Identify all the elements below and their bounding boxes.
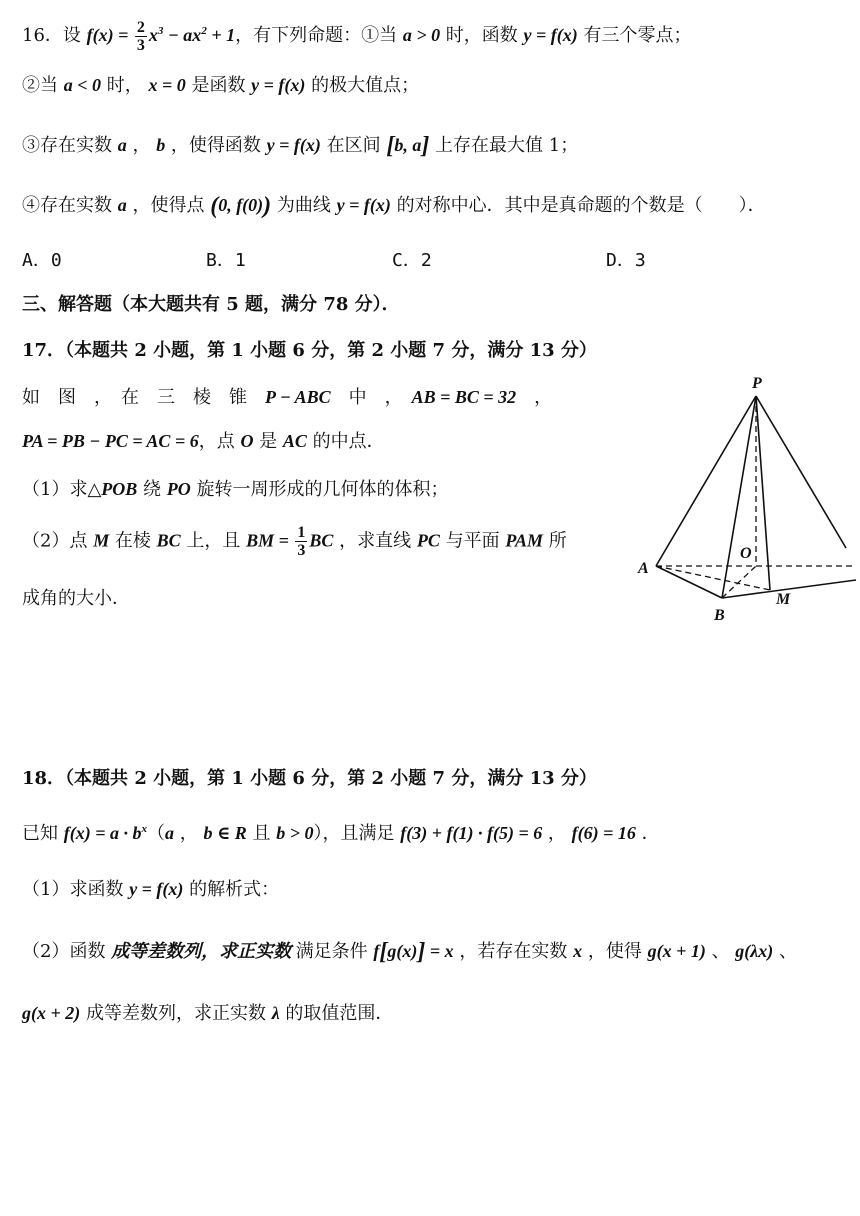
bracket-close: ] [417, 939, 426, 965]
q18-s2-text-d: ，使得 [582, 941, 648, 962]
q18-condition-1: b ∈ R [203, 823, 247, 843]
q17-l2-text-c: 的中点． [306, 431, 385, 452]
q17-s1-text-c: 旋转一周形成的几何体的体积； [190, 479, 449, 500]
q17-line-2 [22, 426, 385, 457]
q17-l1-text-b: 中 ， [330, 387, 412, 408]
q18-equation-2: f(6) = 16 [571, 823, 636, 843]
q17-s1-text-b: 绕 [137, 479, 167, 500]
q18-g1: g(x + 1) [647, 941, 706, 961]
q17-subquestion-2 [22, 524, 567, 559]
q18-g2: g(λx) [735, 941, 774, 961]
fraction-denominator: 3 [297, 542, 306, 559]
q17-s2-text-e: 与平面 [439, 530, 506, 552]
exponent-3: 3 [157, 25, 164, 37]
q18-var-x: x [573, 941, 583, 961]
q18-subquestion-2-cont [22, 998, 393, 1029]
q17-edge-bc-2: BC [309, 530, 334, 551]
q18-l1-text-a: 已知 [22, 823, 64, 844]
q17-axis-po: PO [166, 479, 191, 499]
claim3-interval: b, a [394, 135, 422, 155]
q17-header: 17．（本题共 2 小题，第 1 小题 6 分，第 2 小题 7 分，满分 13 分） [22, 340, 597, 361]
q16-term-x: x [148, 25, 158, 45]
q18-s2-text-h: 的取值范围． [279, 1003, 394, 1024]
q16-intro: ，有下列命题：①当 [235, 25, 403, 46]
q17-point-o: O [240, 431, 254, 451]
claim3-text-d: 在区间 [320, 135, 387, 156]
q17-triangle-pob: POB [101, 479, 138, 499]
claim4-text-b: ，使得点 [126, 195, 211, 216]
option-c: C．2 [392, 250, 432, 271]
q16-function-name: f(x) = [86, 25, 133, 45]
q18-g3: g(x + 2) [22, 1003, 81, 1023]
label-b: B [714, 607, 725, 624]
claim2-text-a: ②当 [22, 75, 64, 96]
fraction-denominator: 3 [136, 36, 145, 54]
q17-fraction [295, 524, 307, 559]
pyramid-figure [630, 368, 856, 628]
q18-line-1 [22, 814, 660, 849]
q17-subquestion-1 [22, 474, 448, 505]
q16-number: 16．设 [22, 25, 87, 46]
q16-line-1 [22, 16, 692, 54]
q18-function-def: f(x) = a · b [63, 823, 142, 843]
claim4-func: y = f(x) [336, 195, 391, 215]
claim2-text-d: 的极大值点； [305, 75, 420, 96]
option-d: D．3 [606, 250, 646, 271]
q18-l1-text-f: ， [542, 823, 572, 844]
q16-claim1-condition: a > 0 [402, 25, 441, 45]
claim3-text-c: ，使得函数 [165, 135, 267, 156]
q18-s1-text-b: 的解析式： [183, 879, 280, 900]
exponent-x: x [141, 823, 147, 835]
q17-subquestion-2-cont: 成角的大小． [22, 588, 130, 609]
q18-s2-text-b: 满足条件 [295, 941, 374, 962]
q17-s2-text-a: （2）点 [22, 530, 94, 552]
q17-edge-lengths-2: PA = PB − PC = AC = 6 [22, 431, 199, 451]
q18-gx: g(x) [387, 941, 418, 961]
claim2-math: x = 0 [148, 75, 186, 95]
q18-l1-text-d: 且 [246, 823, 277, 844]
section-3-title: 三、解答题（本大题共有 5 题，满分 78 分）． [22, 294, 400, 315]
q18-l1-text-g: ． [635, 823, 660, 844]
exponent-2: 2 [201, 25, 207, 37]
claim4-text-c: 为曲线 [271, 195, 337, 216]
q17-bm: BM = [246, 530, 294, 551]
q16-claim-3 [22, 130, 578, 161]
q17-pyramid-name: P − ABC [265, 387, 331, 407]
q18-var-a: a [164, 823, 174, 843]
q17-point-m: M [93, 530, 110, 551]
q17-s2-text-c: 上，且 [180, 530, 247, 552]
bracket-open: [ [386, 133, 395, 159]
q18-s2-text-e: 、 [705, 941, 736, 962]
q16-claim1-mid: 时，函数 [440, 25, 524, 46]
claim4-text-a: ④存在实数 [22, 195, 118, 216]
q18-l1-text-e: ），且满足 [313, 823, 401, 844]
paren-close: ) [263, 193, 272, 219]
q18-eq-x: = x [425, 941, 454, 961]
claim3-text-e: 上存在最大值 1； [429, 135, 579, 156]
q18-l1-text-c: ， [173, 823, 204, 844]
bracket-close: ] [421, 133, 430, 159]
q18-l1-text-b: （ [146, 823, 165, 844]
label-o: O [740, 545, 752, 562]
q17-edge-bc: BC [156, 530, 181, 551]
q18-g-def: 成等差数列，求正实数 [111, 941, 296, 961]
q17-l1-text-a: 如 图 ， 在 三 棱 锥 [22, 387, 265, 408]
q17-line-pc: PC [416, 530, 440, 551]
q16-term-const: + 1 [206, 25, 236, 45]
fraction-numerator: 2 [136, 18, 145, 36]
q18-f: f [373, 941, 380, 961]
label-p: P [752, 375, 762, 392]
q17-plane-pam: PAM [505, 530, 544, 551]
paren-open: ( [210, 193, 219, 219]
edge-pc [756, 396, 846, 548]
option-a: A．0 [22, 250, 62, 271]
claim2-text-b: 时， [101, 75, 149, 96]
q17-s2-text-f: 所 [543, 530, 567, 552]
q18-s2-text-f: 、 [773, 941, 798, 962]
claim3-text-a: ③存在实数 [22, 135, 118, 156]
q16-claim1-end: 有三个零点； [577, 25, 692, 46]
q16-claim1-func: y = f(x) [523, 25, 578, 45]
q16-term-ax: − ax [163, 25, 202, 45]
q17-segment-ac: AC [282, 431, 307, 451]
claim3-var-a: a [117, 135, 127, 155]
claim3-text-b: ， [126, 135, 157, 156]
q17-l1-text-c: ， [516, 387, 553, 408]
q17-l2-text-b: 是 [253, 431, 283, 452]
q18-s1-text-a: （1）求函数 [22, 879, 130, 900]
q17-s2-text-b: 在棱 [109, 530, 157, 552]
claim2-func: y = f(x) [251, 75, 306, 95]
q16-claim-2 [22, 70, 419, 101]
claim4-text-d: 的对称中心．其中是真命题的个数是（ ）． [390, 195, 766, 216]
edge-pm [756, 396, 770, 590]
q16-fraction [135, 19, 147, 54]
q17-edge-lengths-1: AB = BC = 32 [411, 387, 517, 407]
claim2-condition: a < 0 [63, 75, 101, 95]
label-m: M [776, 591, 791, 608]
claim3-func: y = f(x) [266, 135, 321, 155]
edge-ab [656, 566, 722, 598]
q18-s1-func: y = f(x) [129, 879, 184, 899]
q18-s2-text-a: （2）函数 [22, 941, 112, 962]
q18-equation-1: f(3) + f(1) · f(5) = 6 [400, 823, 543, 843]
q18-header: 18．（本题共 2 小题，第 1 小题 6 分，第 2 小题 7 分，满分 13 分） [22, 768, 597, 789]
bracket-open: [ [379, 939, 388, 965]
q17-s2-text-d: ，求直线 [333, 530, 417, 552]
q17-s1-text-a: （1）求△ [22, 479, 102, 500]
claim4-var-a: a [117, 195, 127, 215]
q18-s2-text-g: 成等差数列，求正实数 [80, 1003, 272, 1024]
q17-l2-text-a: ，点 [198, 431, 241, 452]
q18-s2-text-c: ，若存在实数 [453, 941, 574, 962]
q18-subquestion-1 [22, 874, 279, 905]
q17-line-1 [22, 382, 552, 413]
claim4-point: 0, f(0) [218, 195, 264, 215]
label-a: A [638, 560, 649, 577]
q18-condition-2: b > 0 [276, 823, 314, 843]
q18-lambda: λ [271, 1003, 280, 1023]
q18-subquestion-2 [22, 936, 797, 967]
fraction-numerator: 1 [297, 524, 306, 541]
claim3-var-b: b [156, 135, 166, 155]
option-b: B．1 [206, 250, 246, 271]
claim2-text-c: 是函数 [185, 75, 252, 96]
q16-claim-4 [22, 190, 766, 221]
